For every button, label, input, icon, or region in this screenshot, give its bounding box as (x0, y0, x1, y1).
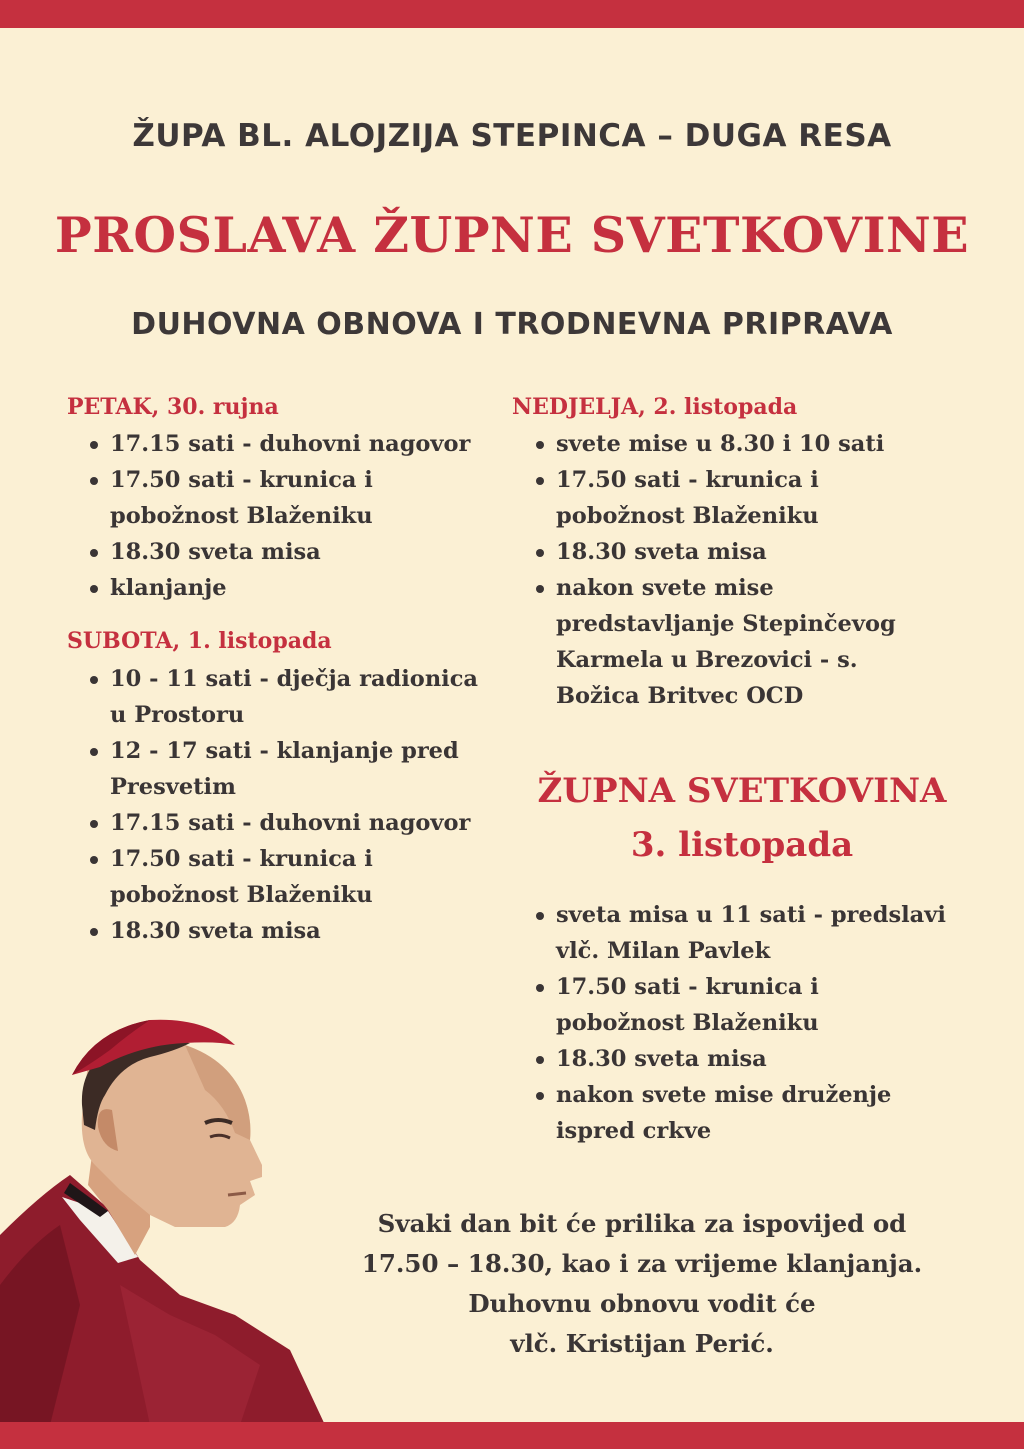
list-item: 17.50 sati - krunica i pobožnost Blaženiku (534, 462, 856, 534)
note-line: 17.50 – 18.30, kao i za vrijeme klanjanja. (361, 1249, 923, 1278)
list-item: 18.30 sveta misa (88, 913, 488, 949)
page-title: PROSLAVA ŽUPNE SVETKOVINE (54, 206, 970, 264)
list-item: 12 - 17 sati - klanjanje pred Presvetim (88, 733, 490, 805)
sunday-heading: NEDJELJA, 2. listopada (512, 394, 798, 420)
bottom-border-bar (0, 1422, 1024, 1449)
list-item: 17.50 sati - krunica i pobožnost Blaženiku (88, 462, 410, 534)
list-item: 18.30 sveta misa (534, 1041, 954, 1077)
confession-note (300, 1204, 984, 1364)
note-line: vlč. Kristijan Perić. (510, 1329, 774, 1358)
list-item: nakon svete mise druženje ispred crkve (534, 1077, 956, 1149)
list-item: 18.30 sveta misa (88, 534, 488, 570)
friday-list (88, 426, 488, 606)
saturday-list (88, 661, 488, 949)
note-line: Svaki dan bit će prilika za ispovijed od (377, 1209, 907, 1238)
sunday-list (534, 426, 949, 714)
note-line: Duhovnu obnovu vodit će (468, 1289, 816, 1318)
friday-heading: PETAK, 30. rujna (67, 394, 279, 420)
list-item: 17.50 sati - krunica i pobožnost Blaženiku (88, 841, 410, 913)
list-item: nakon svete mise predstavljanje Stepinčevog Karmela u Brezovici - s. Božica Britvec OCD (534, 570, 949, 714)
list-item: 18.30 sveta misa (534, 534, 949, 570)
feast-date: 3. listopada (630, 825, 854, 865)
feast-title: ŽUPNA SVETKOVINA (537, 771, 947, 811)
list-item: klanjanje (88, 570, 488, 606)
portrait-illustration (0, 1005, 330, 1425)
list-item: svete mise u 8.30 i 10 sati (534, 426, 949, 462)
feast-list (534, 897, 954, 1149)
parish-name: ŽUPA BL. ALOJZIJA STEPINCA – DUGA RESA (132, 118, 892, 154)
list-item: 17.15 sati - duhovni nagovor (88, 426, 488, 462)
saturday-heading: SUBOTA, 1. listopada (67, 628, 332, 654)
list-item: 17.50 sati - krunica i pobožnost Blaženiku (534, 969, 856, 1041)
page-subtitle: DUHOVNA OBNOVA I TRODNEVNA PRIPRAVA (131, 307, 893, 342)
list-item: 10 - 11 sati - dječja radionica u Prostoru (88, 661, 488, 733)
list-item: sveta misa u 11 sati - predslavi vlč. Milan Pavlek (534, 897, 954, 969)
list-item: 17.15 sati - duhovni nagovor (88, 805, 488, 841)
top-border-bar (0, 0, 1024, 28)
